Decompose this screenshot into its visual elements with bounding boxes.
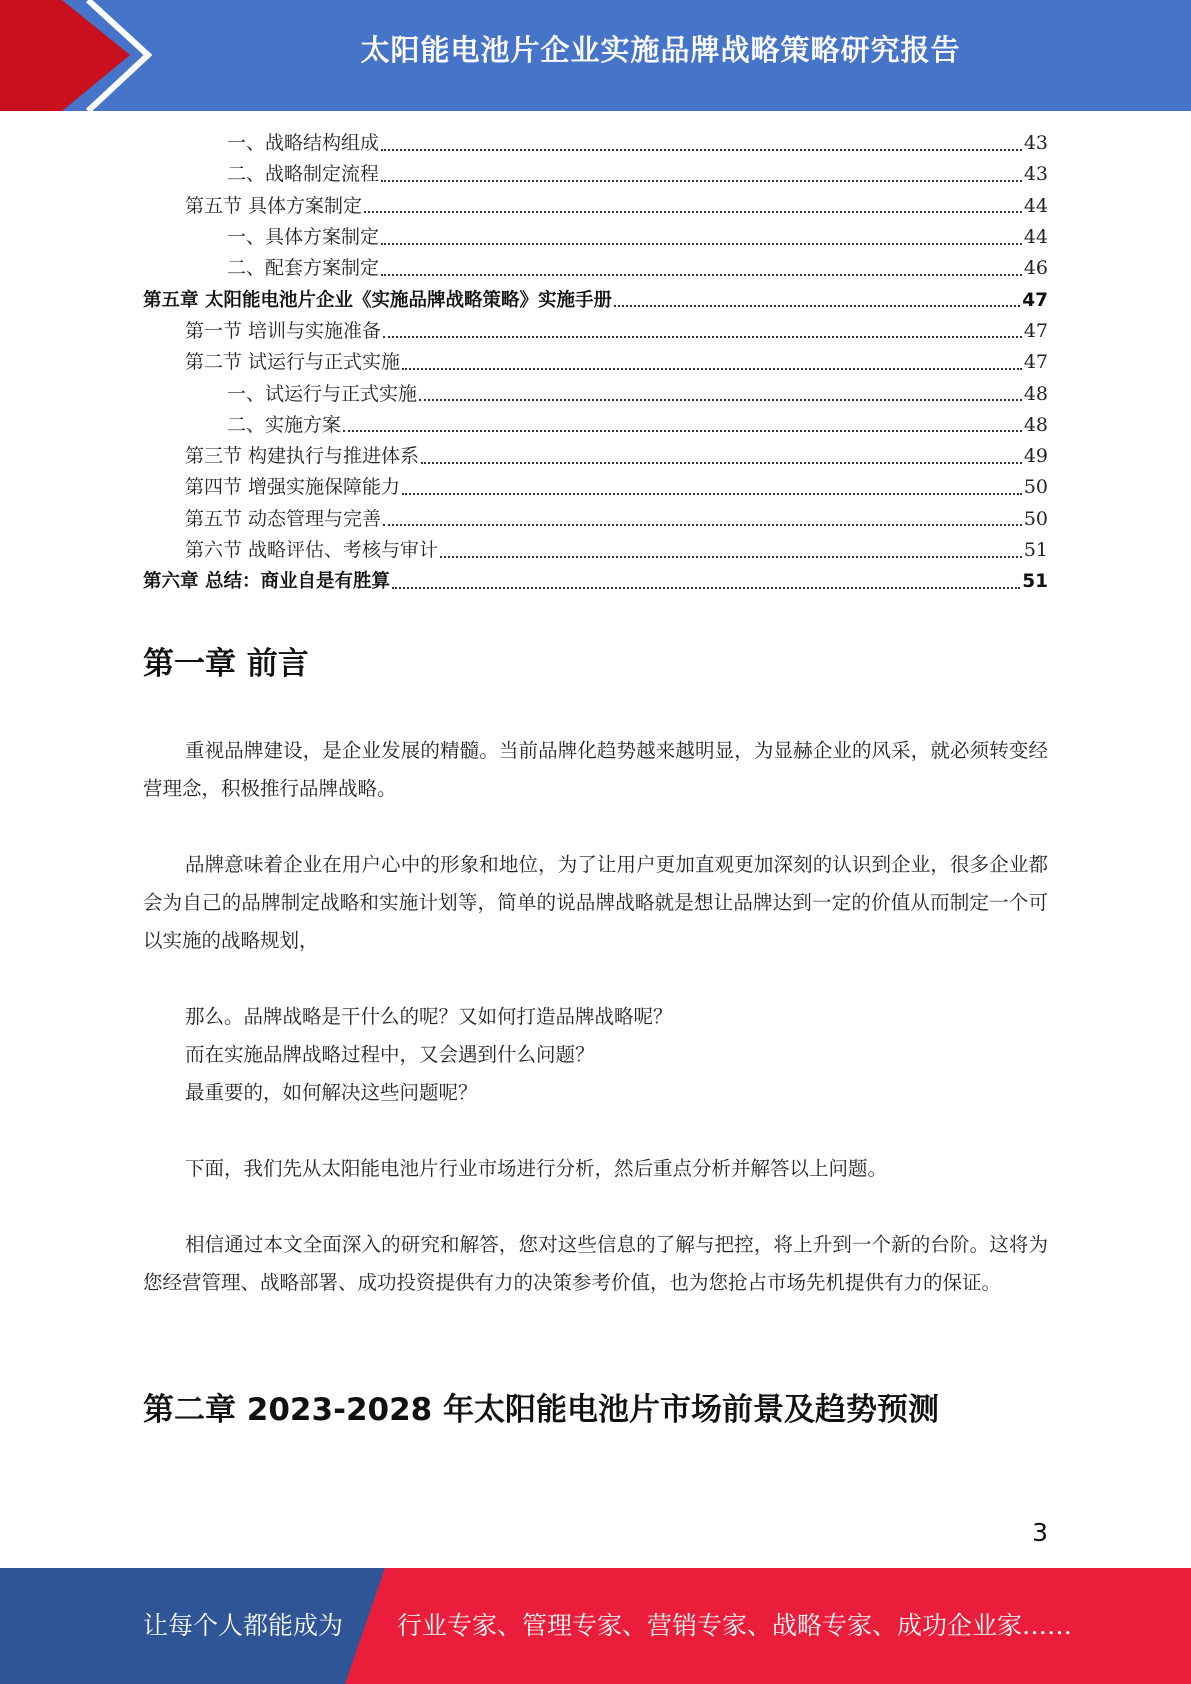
- toc-entry[interactable]: [143, 347, 1048, 378]
- toc-leader-dots: [402, 353, 1022, 373]
- toc-entry[interactable]: [143, 191, 1048, 222]
- toc-entry[interactable]: [143, 441, 1048, 472]
- footer-slogan-left: 让每个人都能成为: [143, 1611, 344, 1640]
- toc-entry-label: 第五章 太阳能电池片企业《实施品牌战略策略》实施手册: [143, 289, 612, 311]
- paragraph: 相信通过本文全面深入的研究和解答，您对这些信息的了解与把控，将上升到一个新的台阶。这将为您经营管理、战略部署、成功投资提供有力的决策参考价值，也为您抢占市场先机提供有力的保证。: [143, 1233, 1048, 1294]
- toc-leader-dots: [364, 196, 1022, 216]
- toc-entry-page: 51: [1023, 539, 1048, 561]
- toc-entry-label: 第六章 总结：商业自是有胜算: [143, 571, 390, 593]
- toc-entry-label: 第五节 具体方案制定: [185, 194, 363, 217]
- toc-leader-dots: [440, 541, 1022, 561]
- toc-entry[interactable]: [143, 159, 1048, 190]
- toc-entry-page: 51: [1022, 571, 1048, 593]
- toc-entry[interactable]: [143, 504, 1048, 535]
- toc-entry-page: 47: [1023, 351, 1048, 374]
- toc-entry[interactable]: [143, 410, 1048, 441]
- toc-leader-dots: [381, 165, 1022, 185]
- toc-leader-dots: [614, 290, 1020, 310]
- toc-entry-page: 46: [1023, 257, 1048, 280]
- question-line: 而在实施品牌战略过程中，又会遇到什么问题？: [185, 1043, 595, 1066]
- page-number: 3: [1032, 1518, 1048, 1547]
- toc-leader-dots: [343, 415, 1022, 435]
- footer-slogan-right: 行业专家、管理专家、营销专家、战略专家、成功企业家……: [397, 1611, 1073, 1640]
- toc-entry-page: 47: [1022, 289, 1048, 311]
- toc-entry-label: 二、实施方案: [227, 413, 342, 436]
- toc-leader-dots: [383, 321, 1022, 341]
- toc-entry-label: 第六节 战略评估、考核与审计: [185, 539, 439, 561]
- toc-entry-page: 47: [1023, 319, 1048, 342]
- toc-leader-dots: [402, 478, 1022, 498]
- toc-entry-page: 50: [1023, 507, 1048, 530]
- table-of-contents: [143, 128, 1048, 597]
- toc-entry-page: 50: [1023, 476, 1048, 499]
- paragraph: 下面，我们先从太阳能电池片行业市场进行分析，然后重点分析并解答以上问题。: [185, 1157, 888, 1180]
- toc-entry[interactable]: [143, 316, 1048, 347]
- toc-leader-dots: [421, 447, 1022, 467]
- paragraph: 品牌意味着企业在用户心中的形象和地位，为了让用户更加直观更加深刻的认识到企业，很多企业都会为自己的品牌制定战略和实施计划等，简单的说品牌战略就是想让品牌达到一定的价值从而制定一个可以实施的战略规划，: [143, 853, 1048, 952]
- toc-leader-dots: [392, 572, 1020, 592]
- toc-entry[interactable]: [143, 128, 1048, 159]
- toc-entry-page: 44: [1023, 226, 1048, 249]
- toc-entry-label: 一、具体方案制定: [227, 226, 380, 249]
- toc-leader-dots: [383, 509, 1022, 529]
- paragraph: 重视品牌建设，是企业发展的精髓。当前品牌化趋势越来越明显，为显赫企业的风采，就必须转变经营理念，积极推行品牌战略。: [143, 739, 1048, 800]
- toc-entry-label: 第一节 培训与实施准备: [185, 319, 382, 342]
- toc-entry-label: 第二节 试运行与正式实施: [185, 351, 401, 374]
- toc-entry-label: 二、战略制定流程: [227, 163, 380, 186]
- toc-entry-label: 第五节 动态管理与完善: [185, 507, 382, 530]
- toc-entry-page: 43: [1023, 163, 1048, 186]
- document-title: 太阳能电池片企业实施品牌战略策略研究报告: [360, 33, 961, 67]
- question-line: 那么。品牌战略是干什么的呢？又如何打造品牌战略呢？: [185, 1005, 673, 1028]
- toc-leader-dots: [381, 134, 1022, 154]
- toc-entry-page: 43: [1023, 132, 1048, 155]
- toc-entry-label: 第四节 增强实施保障能力: [185, 476, 401, 499]
- toc-entry[interactable]: [143, 535, 1048, 566]
- toc-entry-page: 44: [1023, 194, 1048, 217]
- toc-entry-page: 48: [1023, 413, 1048, 436]
- chapter-1-heading: 第一章 前言: [143, 646, 309, 682]
- chapter-2-heading: 第二章 2023-2028 年太阳能电池片市场前景及趋势预测: [143, 1392, 940, 1428]
- toc-entry[interactable]: [143, 472, 1048, 503]
- header-banner: [0, 0, 1191, 111]
- toc-leader-dots: [419, 384, 1022, 404]
- toc-entry[interactable]: [143, 566, 1048, 597]
- toc-entry-page: 48: [1023, 382, 1048, 405]
- toc-entry-label: 一、战略结构组成: [227, 132, 380, 155]
- footer-banner: [0, 1568, 1191, 1684]
- question-line: 最重要的，如何解决这些问题呢？: [185, 1081, 478, 1104]
- toc-leader-dots: [381, 228, 1022, 248]
- toc-entry[interactable]: [143, 378, 1048, 409]
- toc-entry[interactable]: [143, 222, 1048, 253]
- toc-entry-label: 二、配套方案制定: [227, 257, 380, 280]
- toc-entry-page: 49: [1023, 445, 1048, 468]
- toc-entry[interactable]: [143, 253, 1048, 284]
- toc-entry-label: 第三节 构建执行与推进体系: [185, 445, 420, 468]
- toc-entry-label: 一、试运行与正式实施: [227, 382, 418, 405]
- toc-leader-dots: [381, 259, 1022, 279]
- toc-entry[interactable]: [143, 284, 1048, 315]
